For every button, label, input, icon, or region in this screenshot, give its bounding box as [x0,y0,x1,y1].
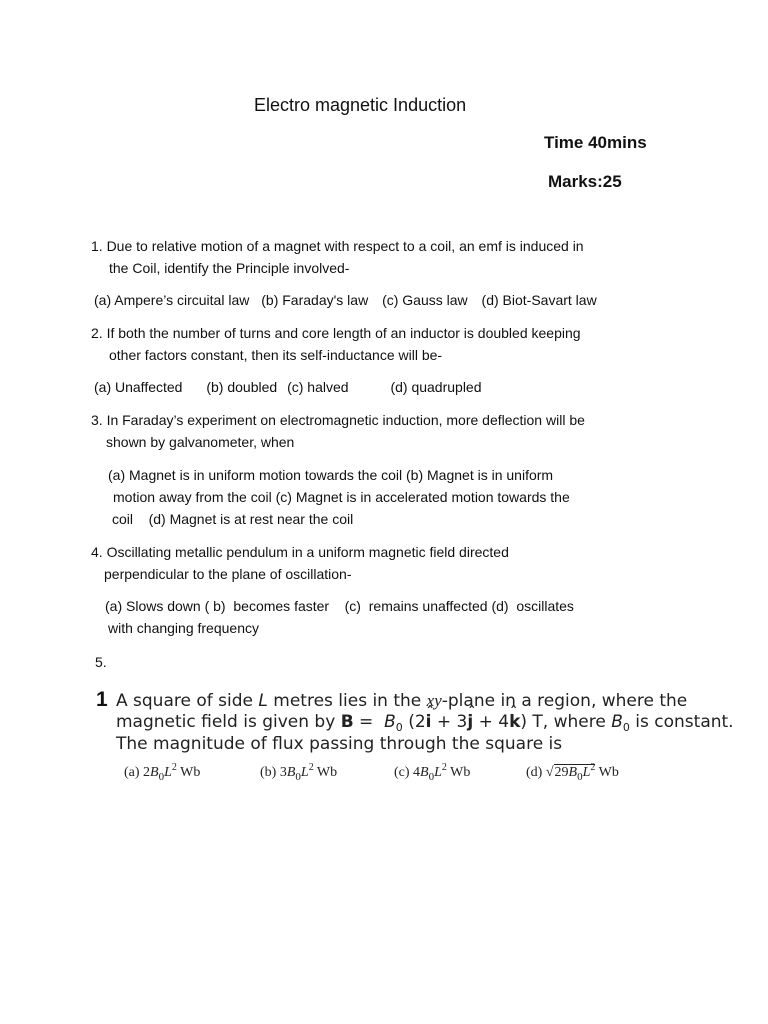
q5-line-2: magnetic field is given by $B = B_0$ (2i ˆ + 3j ˆ + 4k ˆ) T, where $B_0$ is constant. [116,712,734,738]
q4-option-line-1: (a) Slows down ( b) becomes faster (c) remains unaffected (d) oscillates [105,598,574,614]
question-1-options [94,289,597,311]
question-2-options [94,376,482,398]
q2-option-c: (c) halved [287,379,349,395]
marks-label: Marks:25 [548,172,622,191]
q2-option-b: (b) doubled [206,379,278,395]
q1-option-a: (a) Ampere’s circuital law [94,292,250,308]
q5-option-c: (c) $4B_0L^2$ Wb [394,762,471,783]
question-1-line-2: the Coil, identify the Principle involved- [109,260,350,276]
question-2 [91,322,581,366]
question-5-label: 5. [95,654,107,670]
q3-option-line-2: motion away from the coil (c) Magnet is in accelerated motion towards the [113,489,570,505]
q1-option-c: (c) Gauss law [382,292,468,308]
q5-line-3: The magnitude of flux passing through the square is [116,734,563,754]
question-4-options [105,595,574,639]
q2-option-a: (a) Unaffected [94,379,183,395]
q3-option-line-3: coil (d) Magnet is at rest near the coil [112,511,354,527]
question-2-line-1: 2. If both the number of turns and core length of an inductor is doubled keeping [91,325,581,341]
q5-option-a: (a) $2B_0L^2$ Wb [124,762,201,783]
question-3 [91,409,585,453]
question-2-line-2: other factors constant, then its self-inductance will be- [109,347,443,363]
question-5-number: 1 [96,688,108,711]
q5-options [124,759,619,786]
question-4-line-2: perpendicular to the plane of oscillation- [104,566,352,582]
q1-option-b: (b) Faraday's law [261,292,369,308]
question-3-options [108,464,570,530]
question-4-line-1: 4. Oscillating metallic pendulum in a uniform magnetic field directed [91,544,509,560]
question-3-line-1: 3. In Faraday’s experiment on electromagnetic induction, more deflection will be [91,412,585,428]
question-4 [91,541,509,585]
page-title: Electro magnetic Induction [254,95,467,115]
q5-option-b: (b) $3B_0L^2$ Wb [260,762,338,783]
q1-option-d: (d) Biot-Savart law [481,292,597,308]
q3-option-line-1: (a) Magnet is in uniform motion towards the coil (b) Magnet is in uniform [108,467,554,483]
question-1-line-1: 1. Due to relative motion of a magnet with respect to a coil, an emf is induced in [91,238,584,254]
q5-line-1: A square of side L metres lies in the xy-plane in a region, where the [116,691,688,711]
q2-option-d: (d) quadrupled [390,379,482,395]
question-1 [91,235,584,279]
q4-option-line-2: with changing frequency [108,620,259,636]
question-3-line-2: shown by galvanometer, when [106,434,295,450]
q5-option-d: (d) $√29B_0L^2$ Wb [526,762,619,783]
time-label: Time 40mins [544,133,647,152]
